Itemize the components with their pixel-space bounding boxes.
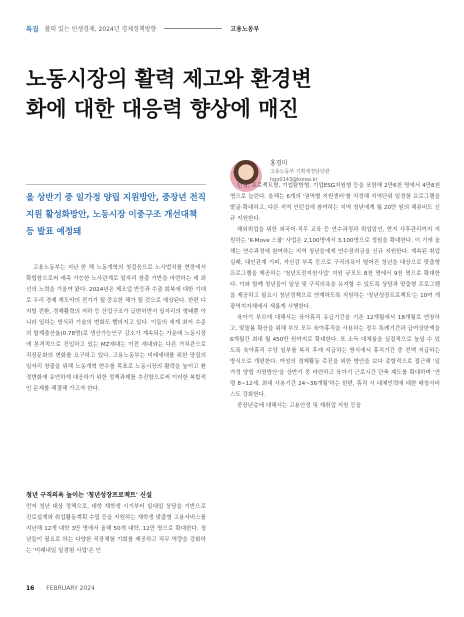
body-column-right: [230, 181, 440, 412]
body-paragraph: 턴형, 프로젝트형, 기업탐방형, 기업ESG지원형 등을 포함해 2만6천 명에서 4만8천 명으로 늘린다. 올해는 6개의 '권역별 지원센터'를 지정해 지역단위 일경험 프로그램을 발굴·확대하고, 다른 지역 인턴십에 참여하는 지역 청년에게 월 20만 원의 체류비도 신규 지원한다.: [230, 183, 440, 222]
author-email: hgo0143@korea.kr: [270, 177, 318, 183]
author-department: 고용노동부 기획재정담당관: [270, 169, 330, 175]
ministry-label: 고용노동부: [230, 25, 260, 33]
issue-label: FEBRUARY 2024: [46, 585, 95, 592]
header-rule: [164, 28, 222, 29]
page-number: 16: [26, 585, 35, 592]
section-subheading: 청년 구직의욕 높이는 '청년성장프로젝트' 신설: [26, 492, 152, 499]
running-header: [26, 21, 446, 35]
article-title: 노동시장의 활력 제고와 환경변화에 대한 대응력 향상에 매진: [26, 67, 312, 121]
lede-divider: [26, 184, 206, 185]
section-label: 특집: [26, 24, 39, 33]
body-paragraph: 중장년층에 대해서는 고용안정 및 재취업 지원 등을: [237, 403, 362, 409]
body-column-left-lower: [26, 502, 206, 557]
page-footer: [26, 585, 95, 592]
body-paragraph: 해외취업을 위한 외국어·직무 교육 등 연수과정과 취업알선, 현지 사후관리까지 지원하는 'K-Move 스쿨' 사업은 2,100명에서 3,100명으로 정원을 확대한다. 이 기에 올해는 연수과정에 참여하는 지역 청년들에게 연수장려금을 신규 지원한다. 계속된 취업 실패, 대인관계 기피, 자신감 부족 등으로 구직의욕이 떨어진 청년을 대상으로 맞춤형 프로그램을 제공하는 '청년도전지원사업' 지원 규모도 8천 명에서 9천 명으로 확대한다. 이와 함께 청년들이 일상 및 구직의욕을 유지할 수 있도록 상담과 맞춤형 프로그램을 제공하고 필요시 청년정책으로 연계하도록 지원하는 '청년성장프로젝트'는 10여 개 광역지자체에서 새롭게 시행한다.: [230, 227, 440, 310]
body-paragraph: 육아기 부모에 대해서는 육아휴직 유급기간을 기존 12개월에서 18개월로 연장하고, 맞돌봄 확산을 위해 부모 모두 육아휴직을 사용하는 경우 특례기간과 급여상한액을 6개월간 최대 월 450만 원까지로 확대한다. 또 소득 대체율을 실질적으로 높일 수 있도록 육아휴직 수당 일부를 복직 후에 지급하는 방식에서 휴직기간 중 전액 지급하는 방식으로 개편한다. 여성의 경제활동 촉진을 위한 방안을 보다 종합적으로 접근해 '일가정 양립 지원방안'을 상반기 중 마련하고 육아기 근로시간 단축 제도를 확대하며 '연령 8~12세, 최대 사용기간 24~36개월'하는 한편, 휴직 시 대체인력에 대한 매칭서비스도 강화한다.: [230, 315, 440, 398]
body-column-left: [26, 263, 206, 395]
lede-summary: 올 상반기 중 일가정 양립 지원방안, 중장년 전직 지원 활성화방안, 노동시장 이중구조 개선대책 등 발표 예정돼: [26, 193, 206, 237]
body-paragraph: 먼저 청년 대상 정책으로, 대학 재학생 시기부터 일대일 상담을 기반으로 진로설계와 취업활동계획 수립 등을 지원하는 재학생 맞춤형 고용서비스를 지난해 12개 대학 3만 명에서 올해 50개 대학, 12만 명으로 확대한다. 청년들이 필요로 하는 다양한 직장체험 기회를 제공하고 직무 역량을 강화하는 '미래내일 일경험 사업'은 인: [26, 504, 206, 554]
series-label: 활력 있는 민생경제, 2024년 경제정책방향: [44, 25, 157, 33]
author-name: 홍경미: [270, 160, 288, 167]
body-paragraph: 고용노동부는 지난 한 해 노동개혁의 첫걸음으로 노사법치를 현장에서 확립함으로써 예측 가능한 노사관계로 일자리 창출 기반을 마련하는 데 최선의 노력을 기울여 왔다. 2024년은 제조업 반등과 수출 회복에 대한 기대로 우리 경제 재도약의 전기가 될 중요한 해가 될 것으로 예상된다. 한편 디지털 전환, 경제활력의 저하 등 산업구조가 급변하면서 일자리의 형태뿐 아니라 일하는 방식과 기술의 변화도 빨라지고 있다. 이들의 세계 최저 수준의 합계출산율(0.78명)로 생산가능인구 감소가 계속되는 가운데 노동시장에 본격적으로 진입하고 있는 MZ세대는 이전 세대와는 다른 가치관으로 직장문화의 변화를 요구하고 있다. 고용노동부는 미래세대를 위한 양질의 일자리 창출을 위해 노동개혁 현수를 목표로 노동시장의 활력을 높이고 환경변화에 유연하게 대응하기 위한 정책과제를 추진함으로써 이러한 복합적인 문제를 해결해 가고자 한다.: [26, 265, 206, 392]
